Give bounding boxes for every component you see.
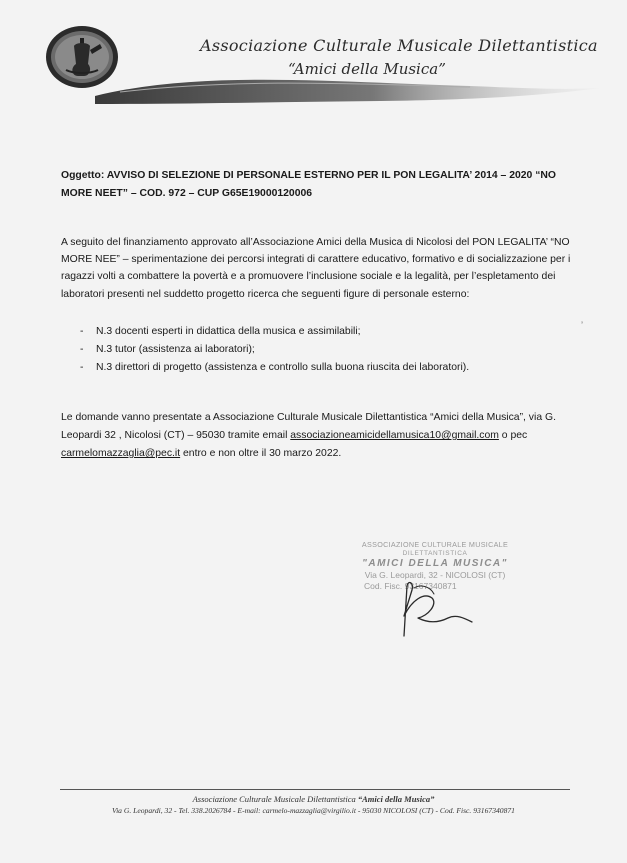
stamp-line: Via G. Leopardi, 32 - NICOLOSI (CT) <box>364 570 506 580</box>
footer-contact-line: Via G. Leopardi, 32 - Tel. 338.2026784 - E-mail: carmelo-mazzaglia@virgilio.it - 95030 NICOLOSI (CT) - Cod. Fisc. 93167340871 <box>112 806 515 815</box>
footer-divider <box>60 789 570 790</box>
stamp-line: "AMICI DELLA MUSICA" <box>362 558 508 569</box>
roles-list <box>80 323 560 377</box>
list-bullet: - <box>80 362 84 373</box>
list-item-text: N.3 docenti esperti in didattica della musica e assimilabili; <box>96 326 361 337</box>
organization-name: Associazione Culturale Musicale Dilettantistica <box>200 36 598 55</box>
list-item-text: N.3 direttori di progetto (assistenza e controllo sulla buona riuscita dei laboratori). <box>96 362 470 373</box>
handwritten-signature <box>390 578 480 638</box>
stamp-line: DILETTANTISTICA <box>402 550 468 557</box>
stamp-line: Cod. Fisc. 93167340871 <box>364 581 457 591</box>
pec-email-link[interactable]: carmelomazzaglia@pec.it <box>61 448 181 459</box>
list-item <box>80 323 560 341</box>
footer-org-bold: “Amici della Musica” <box>357 794 435 804</box>
subject-line: Oggetto: AVVISO DI SELEZIONE DI PERSONALE ESTERNO PER IL PON LEGALITA’ 2014 – 2020 “NO MORE NEET” – COD. 972 – CUP G65E19000120006 <box>61 170 556 199</box>
list-item <box>80 359 560 377</box>
letterhead <box>0 0 627 112</box>
organization-subtitle: “Amici della Musica” <box>288 60 446 78</box>
closing-text-before: Le domande vanno presentate a Associazione Culturale Musicale Dilettantistica “Amici della Musica”, via G. Leopardi 32 , Nicolosi (CT) – 95030 tramite email <box>61 412 556 441</box>
list-item-text: N.3 tutor (assistenza ai laboratori); <box>96 344 255 355</box>
intro-paragraph: A seguito del finanziamento approvato all’Associazione Amici della Musica di Nicolosi del PON LEGALITA’ “NO MORE NEE” – sperimentazione dei percorsi integrati di carattere educativo, formativo e di socializzazione per i ragazzi volti a combattere la povertà e a promuovere l’inclusione sociale e la legalità, per l’espletamento dei laboratori presenti nel suddetto progetto ricerca che seguenti figure di personale esterno: <box>61 237 571 300</box>
footer-organization-line <box>0 794 627 804</box>
stamp-line: ASSOCIAZIONE CULTURALE MUSICALE <box>361 540 509 549</box>
footer-org-prefix: Associazione Culturale Musicale Dilettantistica <box>192 794 358 804</box>
list-item <box>80 341 560 359</box>
email-link[interactable]: associazioneamicidellamusica10@gmail.com <box>290 430 499 441</box>
list-bullet: - <box>80 326 84 337</box>
closing-text-middle: o pec <box>498 430 528 441</box>
closing-text-after: entro e non oltre il 30 marzo 2022. <box>180 448 342 459</box>
list-bullet: - <box>80 344 84 355</box>
stray-mark: ’ <box>581 320 583 330</box>
closing-paragraph <box>61 409 571 463</box>
organization-logo-medallion <box>44 24 120 90</box>
